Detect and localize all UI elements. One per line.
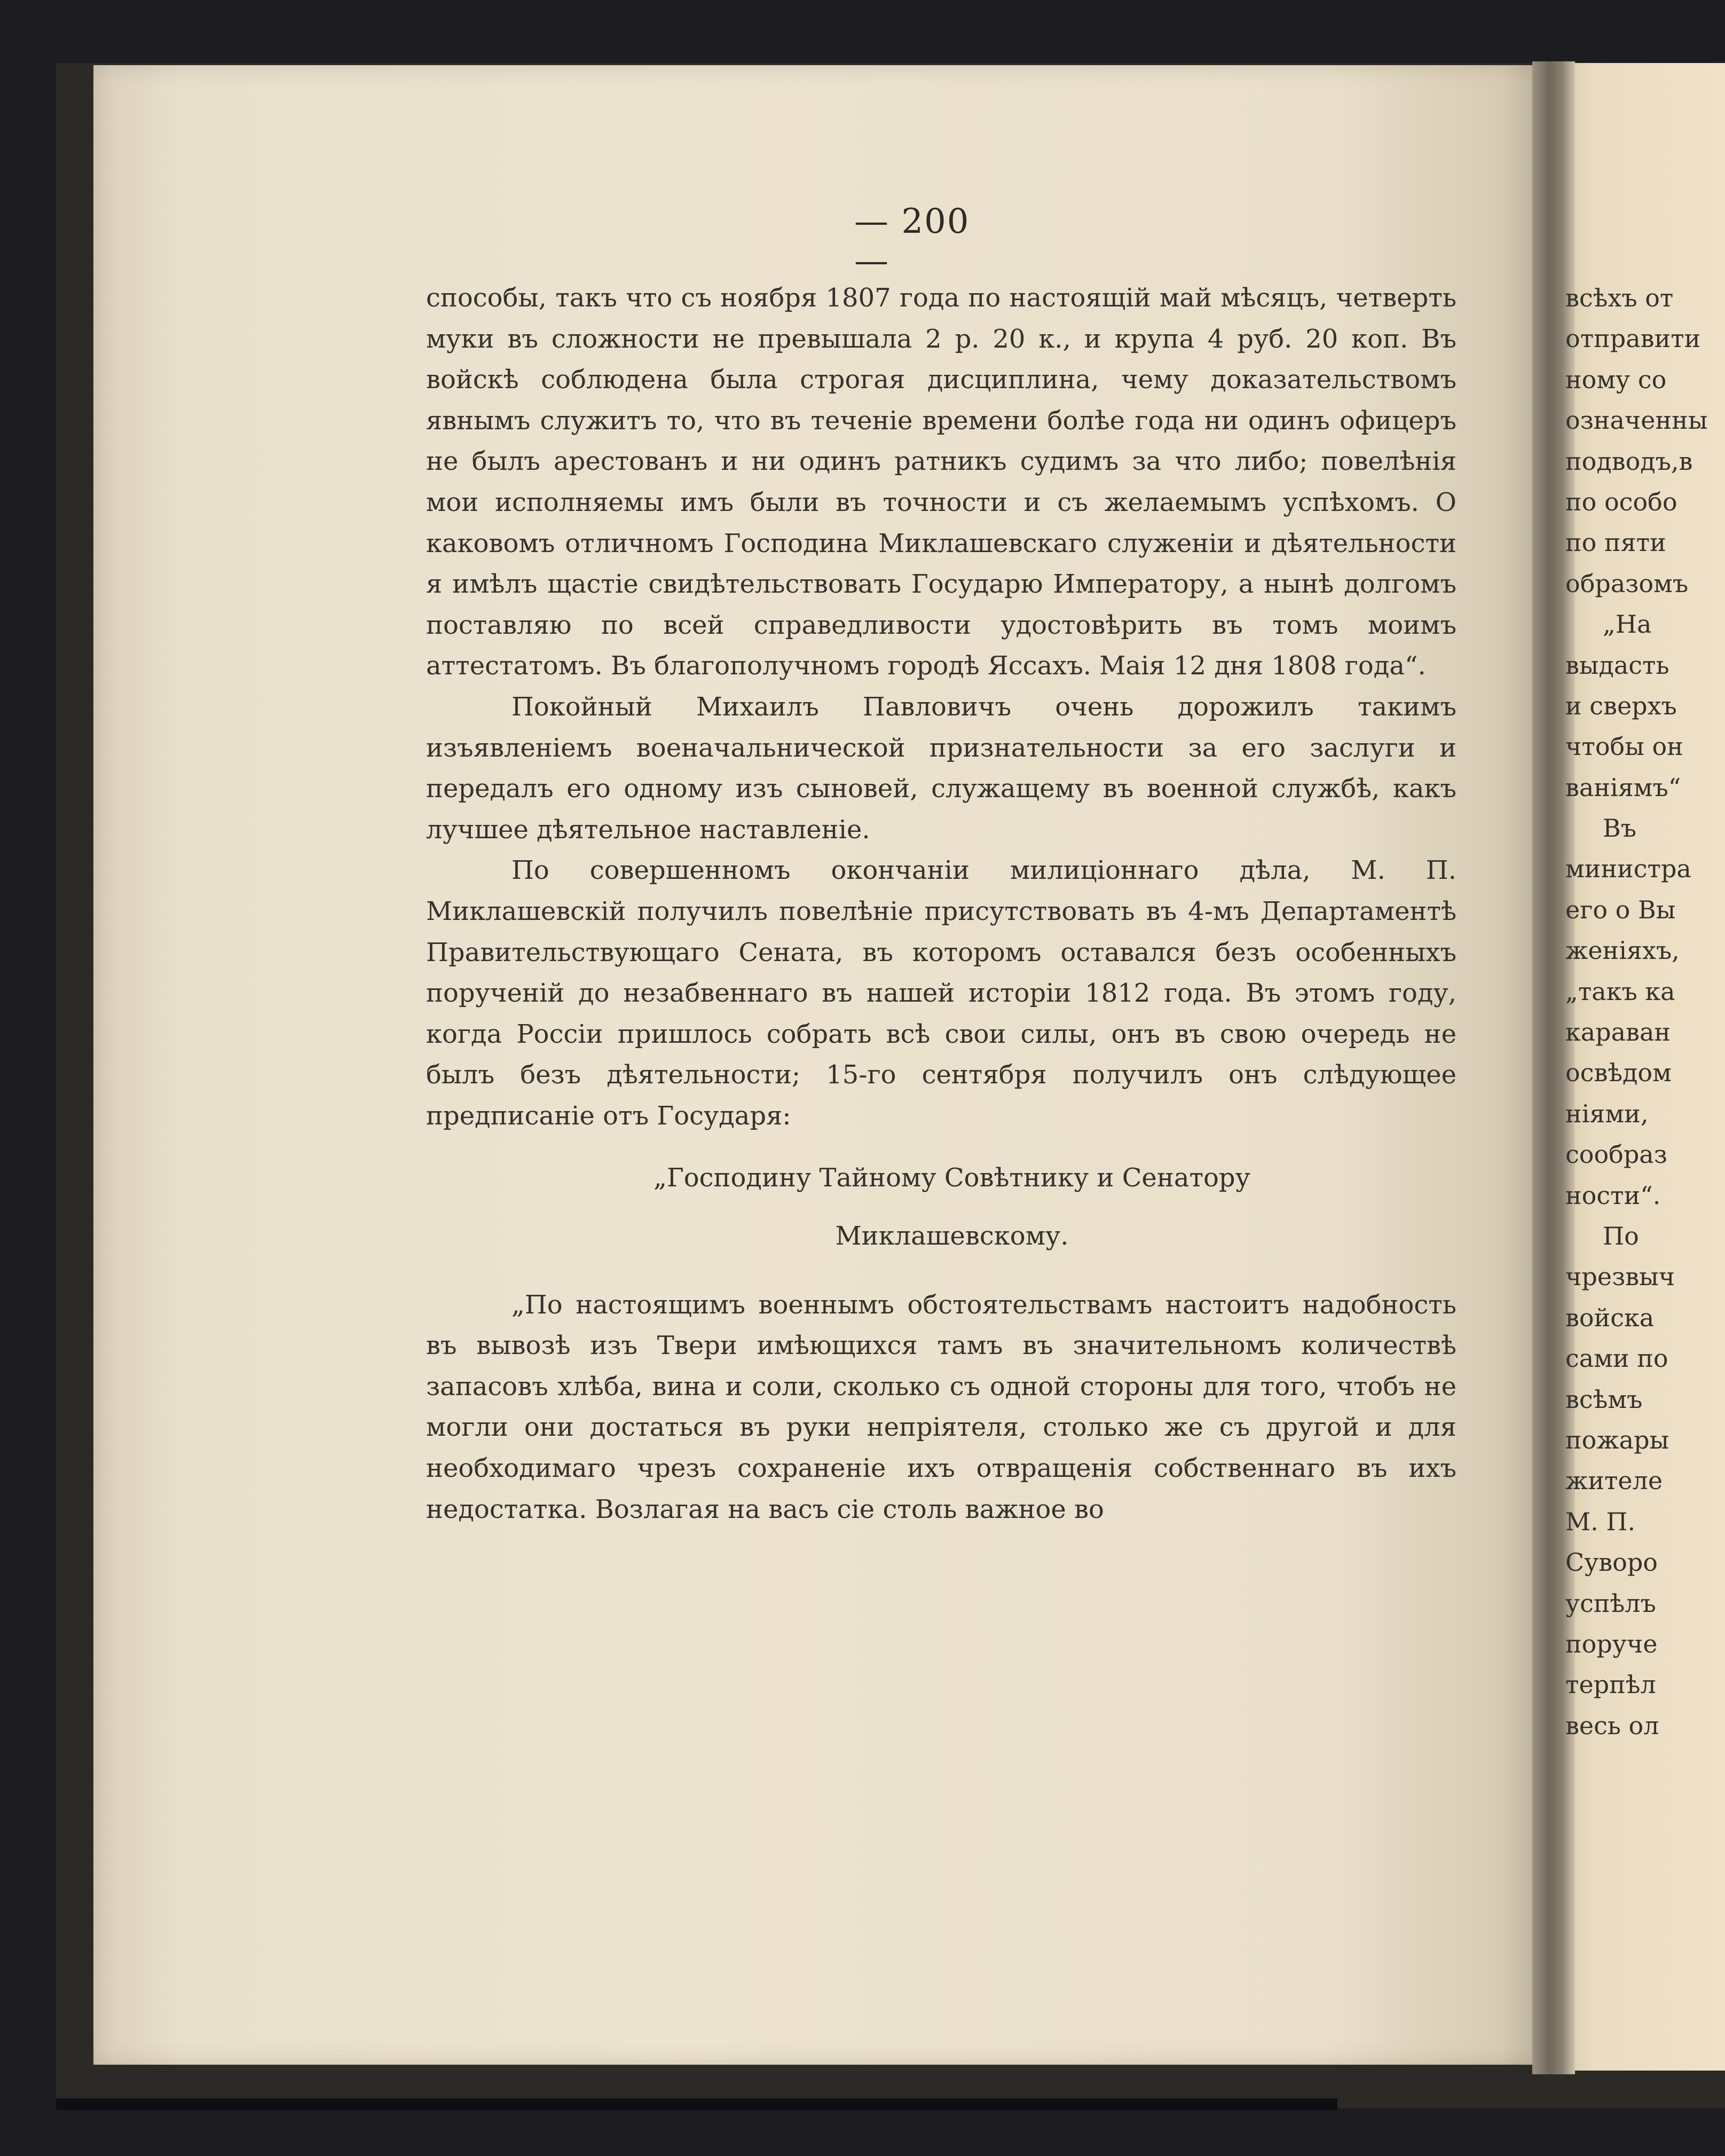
text-line: въ ихъ недостатка. Возлагая на васъ сіе столь важное во: [426, 1453, 1457, 1524]
text-line: поставляю по всей справедливости удостовѣрить въ томъ: [426, 610, 1338, 640]
text-line: былъ арестованъ и ни одинъ ратникъ судимъ за что либо;: [471, 446, 1308, 477]
rescript-text: [426, 1285, 1456, 1530]
text-line: слѣдующее предписаніе отъ Государя:: [426, 1060, 1456, 1131]
text-line: необходимаго чрезъ сохраненіе ихъ отвращенія собственнаго: [426, 1453, 1336, 1484]
left-page-text: [426, 278, 1456, 1530]
text-line: моимъ аттестатомъ. Въ благополучномъ городѣ Яссахъ.: [426, 610, 1456, 681]
text-line: въ военной службѣ, какъ лучшее дѣятельное наставленіе.: [426, 774, 1456, 845]
text-line: надобность въ вывозѣ изъ Твери имѣющихся тамъ въ: [426, 1289, 1456, 1361]
paragraph-1: [426, 278, 1456, 687]
fragment-line: По: [1603, 1221, 1639, 1250]
text-line: свидѣтельствовать Государю Императору, а нынѣ долгомъ: [648, 569, 1456, 600]
right-page-fragment: [1565, 278, 1725, 1746]
text-line: желаемымъ успѣхомъ. О каковомъ отличномъ Господина: [426, 487, 1456, 558]
fragment-line: М. П.: [1565, 1507, 1636, 1536]
text-line: Покойный Михаилъ Павловичъ очень дорожилъ такимъ: [511, 691, 1456, 722]
fragment-line: отправити: [1565, 324, 1701, 353]
fragment-line: сами по: [1565, 1344, 1668, 1373]
fragment-line: ности“.: [1565, 1181, 1661, 1210]
fragment-line: означенны: [1565, 406, 1708, 435]
fragment-line: чтобы он: [1565, 732, 1683, 761]
fragment-line: пожары: [1565, 1425, 1669, 1454]
bottom-edge: [56, 2098, 1337, 2110]
text-line: изъявленіемъ военачальнической признательности за его: [426, 733, 1286, 763]
fragment-line: освѣдом: [1565, 1058, 1672, 1088]
fragment-line: женіяхъ,: [1565, 936, 1680, 965]
fragment-line: чрезвыч: [1565, 1262, 1675, 1292]
fragment-line: ніями,: [1565, 1099, 1649, 1128]
text-line: пришлось собрать всѣ свои силы, онъ въ свою очередь не: [617, 1019, 1457, 1049]
fragment-line: Суворо: [1565, 1548, 1658, 1577]
fragment-line: всѣхъ от: [1565, 284, 1674, 312]
text-line: По совершенномъ окончаніи милиціоннаго дѣла, М. П.: [511, 855, 1456, 886]
text-line: заслуги и передалъ его одному изъ сыновей, служащему: [426, 733, 1457, 804]
text-line: оставался безъ особенныхъ порученій до незабвеннаго въ: [426, 937, 1456, 1009]
text-line: что въ теченіе времени болѣе года ни одинъ офицеръ не: [426, 405, 1456, 477]
text-line: сколько съ одной стороны для того, чтобъ не могли они: [426, 1371, 1456, 1443]
text-line: мѣсяцъ, четверть муки въ сложности не превышала 2 р. 20 к.,: [426, 283, 1457, 354]
fragment-line: ному со: [1565, 365, 1667, 394]
fragment-line: министра: [1565, 854, 1691, 884]
text-line: повелѣнія мои исполняемы имъ были въ точности и съ: [426, 446, 1457, 517]
paragraph-2: [426, 687, 1456, 850]
text-line: нашей исторіи 1812 года. Въ этомъ году, когда Россіи: [426, 978, 1457, 1049]
fragment-line: „такъ ка: [1565, 977, 1675, 1006]
text-line: Миклашевскій получилъ повелѣніе присутствовать въ 4-мъ: [426, 896, 1249, 926]
fragment-line: Въ: [1603, 814, 1637, 843]
text-line: дисциплина, чему доказательствомъ явнымъ служитъ то,: [426, 365, 1456, 436]
rescript-salutation: „Господину Тайному Совѣтнику и Сенатору: [653, 1163, 1250, 1193]
fragment-line: выдасть: [1565, 650, 1669, 680]
text-line: Миклашевскаго служеніи и дѣятельности я имѣлъ щастіе: [426, 528, 1456, 600]
text-line: былъ безъ дѣятельности; 15-го сентября получилъ онъ: [426, 1060, 1278, 1090]
fragment-line: подводъ,в: [1565, 446, 1693, 476]
fragment-line: весь ол: [1565, 1711, 1659, 1740]
fragment-line: караван: [1565, 1018, 1671, 1047]
text-line: и крупа 4 руб. 20 коп. Въ войскѣ соблюдена была строгая: [426, 324, 1456, 395]
fragment-line: жителе: [1565, 1466, 1663, 1496]
text-line: Маія 12 дня 1808 года“.: [1099, 651, 1426, 681]
page-number: — 200 —: [854, 202, 970, 281]
fragment-line: успѣлъ: [1565, 1588, 1656, 1618]
text-line: „По настоящимъ военнымъ обстоятельствамъ настоитъ: [511, 1289, 1289, 1320]
text-line: Департаментѣ Правительствующаго Сената, въ которомъ: [426, 896, 1457, 967]
text-line: значительномъ количествѣ запасовъ хлѣба, вина и соли,: [426, 1331, 1456, 1402]
rescript-addressee: Миклашевскому.: [835, 1221, 1069, 1252]
fragment-line: войска: [1565, 1303, 1655, 1332]
paragraph-3: [426, 850, 1456, 1136]
fragment-line: ваніямъ“: [1565, 773, 1681, 802]
fragment-line: терпѣл: [1565, 1670, 1656, 1699]
fragment-line: и сверхъ: [1565, 691, 1677, 720]
fragment-line: образомъ: [1565, 569, 1689, 598]
fragment-line: „На: [1603, 610, 1652, 639]
fragment-line: поруче: [1565, 1629, 1658, 1658]
fragment-line: его о Вы: [1565, 895, 1676, 924]
text-line: способы, такъ что съ ноября 1807 года по настоящій май: [426, 283, 1212, 313]
fragment-line: по особо: [1565, 487, 1677, 516]
fragment-line: по пяти: [1565, 528, 1666, 557]
text-line: достаться въ руки непріятеля, столько же съ другой и для: [589, 1412, 1457, 1443]
fragment-line: сообраз: [1565, 1140, 1667, 1169]
fragment-line: всѣмъ: [1565, 1384, 1643, 1414]
